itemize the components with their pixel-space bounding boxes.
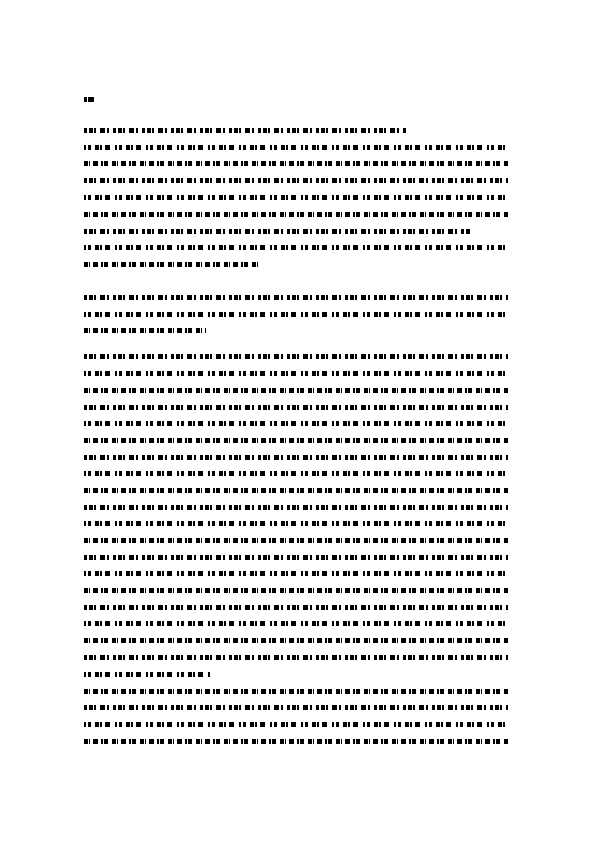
paragraph-3-line-17 [84, 621, 508, 626]
paragraph-3-line-20 [84, 672, 212, 677]
paragraph-3-line-2 [84, 371, 508, 376]
paragraph-3-line-13 [84, 555, 508, 560]
paragraph-2-line-1 [84, 295, 508, 300]
section-mark [84, 97, 94, 102]
paragraph-3-line-16 [84, 605, 508, 610]
paragraph-2-line-2 [84, 312, 508, 317]
paragraph-1-line-2 [84, 145, 508, 150]
paragraph-1-line-3 [84, 161, 508, 166]
paragraph-3-line-10 [84, 505, 508, 510]
paragraph-1-line-1 [84, 128, 406, 133]
paragraph-3-line-18 [84, 638, 508, 643]
paragraph-3-line-15 [84, 588, 508, 593]
paragraph-1-line-5 [84, 195, 508, 200]
paragraph-3-line-3 [84, 388, 508, 393]
paragraph-1-line-6 [84, 212, 508, 217]
paragraph-4-line-4 [84, 739, 508, 744]
paragraph-3-line-19 [84, 655, 508, 660]
paragraph-3-line-6 [84, 438, 508, 443]
paragraph-4-line-3 [84, 722, 508, 727]
paragraph-2-line-3 [84, 328, 206, 333]
paragraph-3-line-8 [84, 471, 508, 476]
paragraph-3-line-7 [84, 455, 508, 460]
paragraph-4-line-1 [84, 689, 508, 694]
paragraph-4-line-2 [84, 705, 508, 710]
paragraph-3-line-9 [84, 488, 508, 493]
paragraph-1-line-8 [84, 245, 508, 250]
paragraph-3-line-12 [84, 538, 508, 543]
paragraph-1-line-9 [84, 262, 260, 267]
paragraph-1-line-7 [84, 229, 470, 234]
paragraph-1-line-4 [84, 178, 508, 183]
paragraph-3-line-1 [84, 354, 508, 359]
paragraph-3-line-4 [84, 405, 508, 410]
paragraph-3-line-5 [84, 421, 508, 426]
paragraph-3-line-11 [84, 521, 508, 526]
paragraph-3-line-14 [84, 571, 508, 576]
